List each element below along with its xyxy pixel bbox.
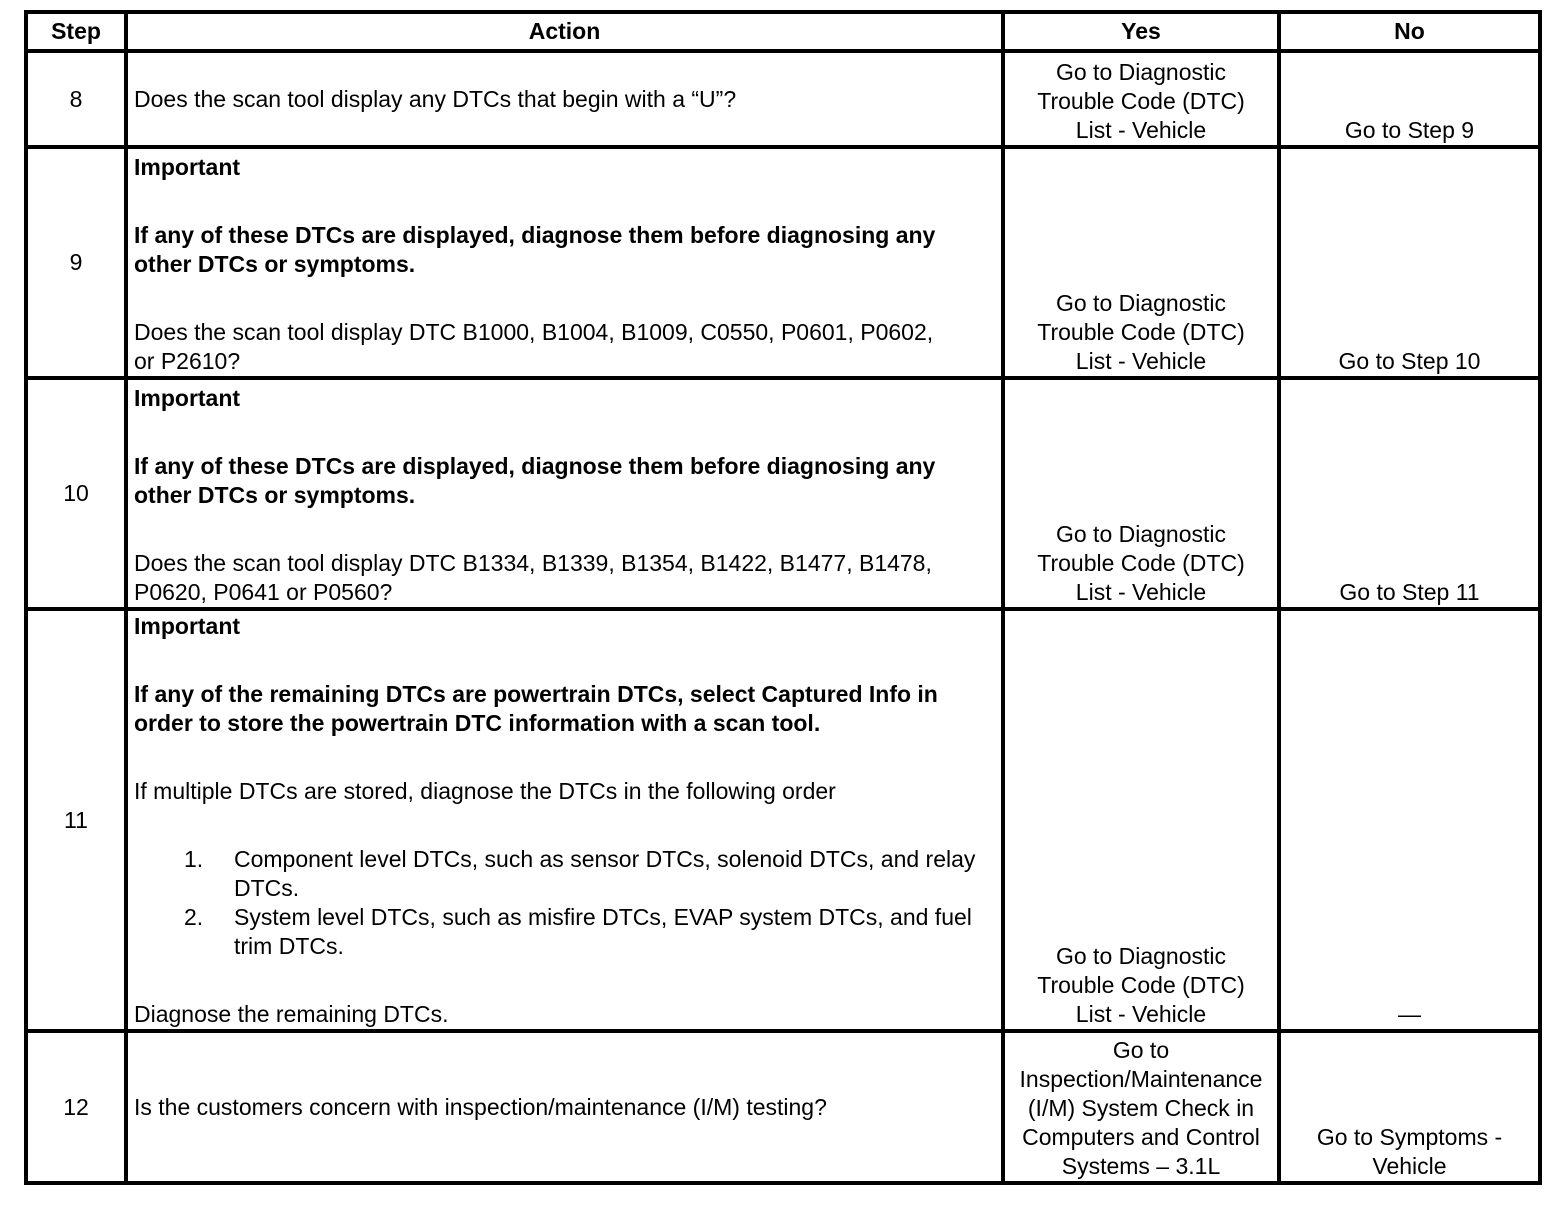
- table-row: [26, 51, 1540, 147]
- no-link[interactable]: Go to Step 11: [1339, 579, 1480, 605]
- no-cell: [1279, 378, 1540, 609]
- important-label: Important: [134, 385, 241, 411]
- list-item-number: 1.: [184, 846, 204, 872]
- list-item: [184, 903, 995, 961]
- action-cell: [126, 51, 1003, 147]
- diagnostic-table: [24, 10, 1542, 1185]
- no-cell: [1279, 1031, 1540, 1183]
- important-note: If any of the remaining DTCs are powertrain DTCs, select Captured Info in order to store the powertrain DTC information with a scan tool.: [134, 681, 938, 736]
- no-dash: —: [1398, 1001, 1421, 1027]
- action-cell: [126, 147, 1003, 378]
- yes-link[interactable]: Go to Diagnostic Trouble Code (DTC) List - Vehicle: [1037, 59, 1245, 143]
- order-intro: If multiple DTCs are stored, diagnose the DTCs in the following order: [134, 778, 836, 804]
- action-cell: [126, 378, 1003, 609]
- important-label: Important: [134, 154, 241, 180]
- action-question: Is the customers concern with inspection/maintenance (I/M) testing?: [134, 1093, 827, 1120]
- action-cell: [126, 609, 1003, 1031]
- no-cell: [1279, 609, 1540, 1031]
- table-header-row: [26, 12, 1540, 51]
- yes-cell: [1003, 51, 1279, 147]
- table-row: [26, 1031, 1540, 1183]
- no-link[interactable]: Go to Symptoms - Vehicle: [1316, 1124, 1503, 1179]
- header-action: Action: [126, 12, 1003, 51]
- table-row: [26, 609, 1540, 1031]
- yes-link[interactable]: Go to Inspection/Maintenance (I/M) System Check in Computers and Control Systems – 3.1L: [1019, 1037, 1263, 1179]
- important-note: If any of these DTCs are displayed, diagnose them before diagnosing any other DTCs or symptoms.: [134, 453, 936, 508]
- yes-cell: [1003, 147, 1279, 378]
- important-label: Important: [134, 613, 241, 639]
- no-cell: [1279, 147, 1540, 378]
- list-item-text: Component level DTCs, such as sensor DTCs, solenoid DTCs, and relay DTCs.: [234, 846, 976, 901]
- action-question: Does the scan tool display DTC B1000, B1004, B1009, C0550, P0601, P0602, or P2610?: [134, 319, 934, 374]
- list-item: [184, 845, 995, 903]
- yes-link[interactable]: Go to Diagnostic Trouble Code (DTC) List - Vehicle: [1037, 521, 1245, 605]
- no-cell: [1279, 51, 1540, 147]
- action-cell: [126, 1031, 1003, 1183]
- yes-link[interactable]: Go to Diagnostic Trouble Code (DTC) List - Vehicle: [1037, 943, 1245, 1027]
- step-number: 12: [26, 1031, 126, 1183]
- no-link[interactable]: Go to Step 10: [1338, 348, 1481, 374]
- step-number: 8: [26, 51, 126, 147]
- list-item-text: System level DTCs, such as misfire DTCs, EVAP system DTCs, and fuel trim DTCs.: [234, 904, 972, 959]
- step-number: 11: [26, 609, 126, 1031]
- action-question: Diagnose the remaining DTCs.: [134, 1001, 449, 1027]
- dtc-order-list: [134, 845, 995, 961]
- step-number: 9: [26, 147, 126, 378]
- yes-cell: [1003, 378, 1279, 609]
- important-note: If any of these DTCs are displayed, diagnose them before diagnosing any other DTCs or symptoms.: [134, 222, 936, 277]
- header-no: No: [1279, 12, 1540, 51]
- yes-cell: [1003, 609, 1279, 1031]
- header-yes: Yes: [1003, 12, 1279, 51]
- step-number: 10: [26, 378, 126, 609]
- list-item-number: 2.: [184, 904, 204, 930]
- action-question: Does the scan tool display DTC B1334, B1339, B1354, B1422, B1477, B1478, P0620, P0641 or P0560?: [134, 550, 932, 605]
- table-row: [26, 378, 1540, 609]
- yes-cell: [1003, 1031, 1279, 1183]
- no-link[interactable]: Go to Step 9: [1344, 117, 1475, 143]
- header-step: Step: [26, 12, 126, 51]
- table-row: [26, 147, 1540, 378]
- action-question: Does the scan tool display any DTCs that begin with a “U”?: [134, 85, 737, 112]
- yes-link[interactable]: Go to Diagnostic Trouble Code (DTC) List - Vehicle: [1037, 290, 1245, 374]
